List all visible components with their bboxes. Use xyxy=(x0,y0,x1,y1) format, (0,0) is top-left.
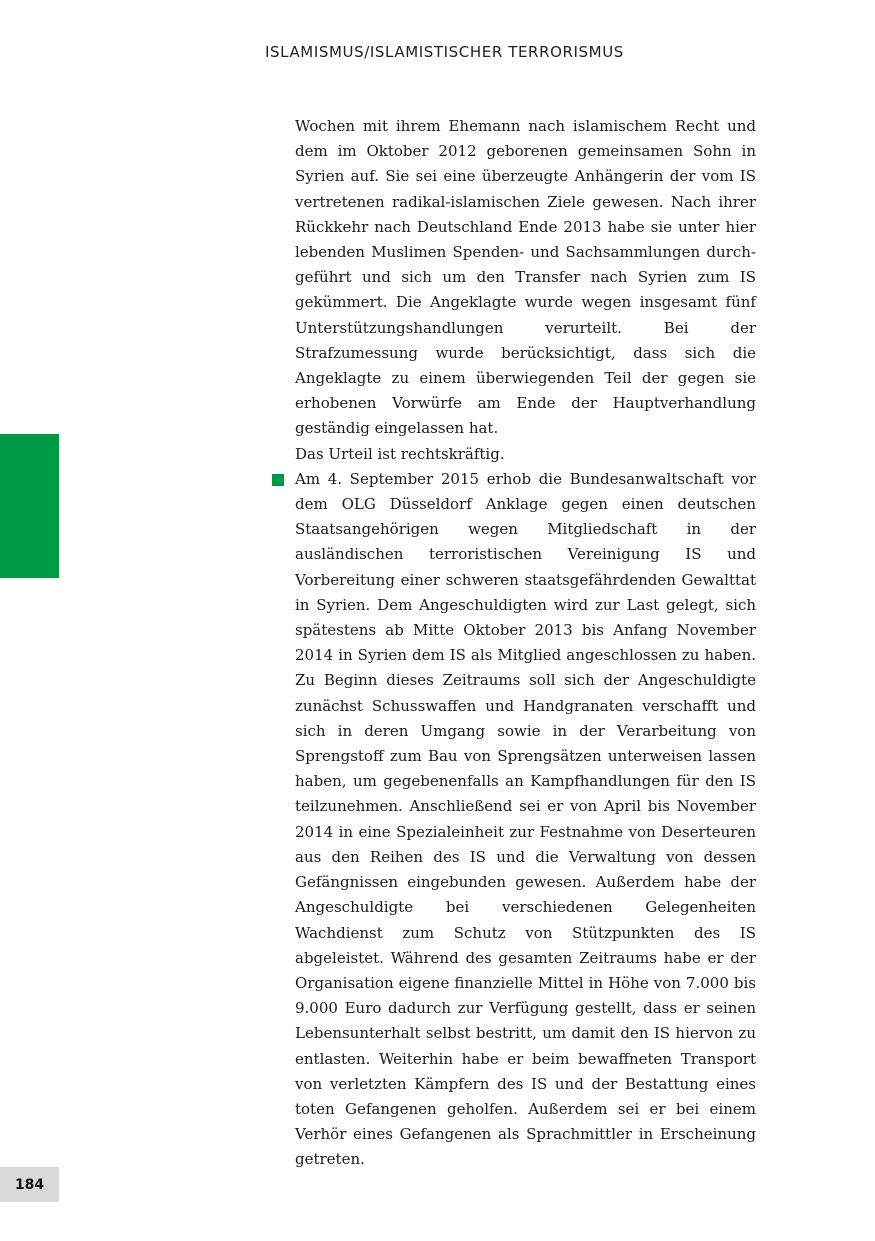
body-text xyxy=(295,114,756,1173)
verdict-paragraph: Das Urteil ist rechtskräftig. xyxy=(295,444,505,463)
page-number: 184 xyxy=(0,1167,59,1202)
running-header: ISLAMISMUS/ISLAMISTISCHER TERRORISMUS xyxy=(265,43,624,61)
list-item-text: Am 4. September 2015 erhob die Bundesanwaltschaft vor dem OLG Düsseldorf Anklage gegen einen deutschen Staatsangehörigen wegen Mitgliedschaft in der ausländischen terroristischen Vereinigung IS und Vorbereitung einer schweren staatsgefährdenden Gewalttat in Syrien. Dem Angeschuldigten wird zur Last gelegt, sich spätestens ab Mitte Oktober 2013 bis Anfang November 2014 in Syrien dem IS als Mitglied angeschlossen zu haben. Zu Beginn dieses Zeitraums soll sich der Angeschuldigte zunächst Schusswaffen und Handgranaten verschafft und sich in deren Umgang sowie in der Verarbeitung von Sprengstoff zum Bau von Sprengsätzen unterweisen lassen haben, um gegebenenfalls an Kampfhandlungen für den IS teilzunehmen. Anschließend sei er von April bis November 2014 in eine Spezialeinheit zur Festnahme von Deserteuren aus den Reihen des IS und die Verwaltung von dessen Gefängnissen eingebunden gewesen. Außerdem habe der Angeschuldigte bei verschiedenen Gelegenheiten Wachdienst zum Schutz von Stützpunkten des IS abgeleistet. Während des gesamten Zeitraums habe er der Organisation eigene finanzielle Mittel in Höhe von 7.000 bis 9.000 Euro dadurch zur Verfügung gestellt, dass er seinen Lebensunterhalt selbst bestritt, um damit den IS hiervon zu entlasten. Weiterhin habe er beim bewaffneten Transport von verletzten Kämpfern des IS und der Bestattung eines toten Gefangenen geholfen. Außerdem sei er bei einem Verhör eines Gefangenen als Sprachmittler in Erscheinung getreten. xyxy=(295,469,756,1169)
list-item xyxy=(295,467,756,1173)
chapter-tab-marker xyxy=(0,434,59,578)
square-bullet-icon xyxy=(272,474,284,486)
continuation-paragraph: Wochen mit ihrem Ehemann nach islamischem Recht und dem im Oktober 2012 geborenen gemeinsamen Sohn in Syrien auf. Sie sei eine überzeugte Anhängerin der vom IS vertretenen radikal-islamischen Ziele gewesen. Nach ihrer Rückkehr nach Deutschland Ende 2013 habe sie unter hier lebenden Muslimen Spenden- und Sachsammlungen durchgeführt und sich um den Transfer nach Syrien zum IS gekümmert. Die Angeklagte wurde wegen insgesamt fünf Unterstützungshandlungen verurteilt. Bei der Strafzumessung wurde berücksichtigt, dass sich die Angeklagte zu einem überwiegenden Teil der gegen sie erhobenen Vorwürfe am Ende der Hauptverhandlung geständig eingelassen hat. xyxy=(295,117,756,438)
